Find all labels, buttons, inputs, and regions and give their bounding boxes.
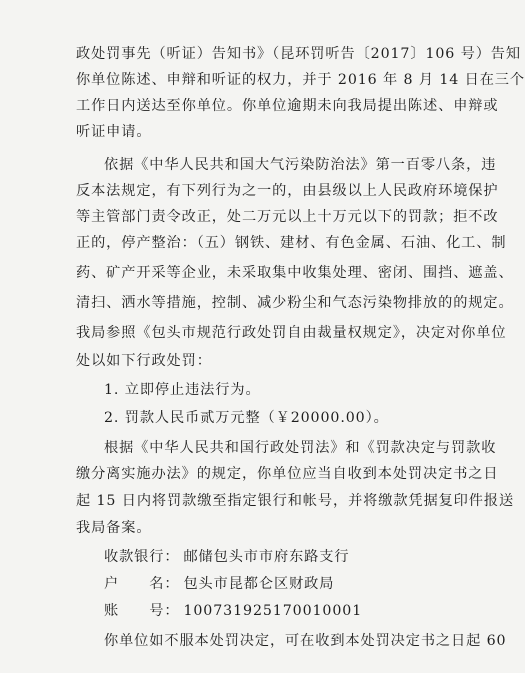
paragraph-2-line-5: 药、矿产开采等企业，未采取集中收集处理、密闭、围挡、遮盖、 <box>76 265 514 281</box>
paragraph-3-line-3: 起 15 日内将罚款缴至指定银行和帐号，并将缴款凭据复印件报送 <box>76 493 515 509</box>
paragraph-2-line-7: 我局参照《包头市规范行政处罚自由裁量权规定》，决定对你单位 <box>76 325 507 341</box>
paragraph-2-line-2: 反本法规定，有下列行为之一的，由县级以上人民政府环境保护 <box>76 183 499 199</box>
paragraph-3-line-4: 我局备案。 <box>76 520 152 536</box>
payment-account-name-row <box>104 575 334 593</box>
paragraph-2-line-8: 处以如下行政处罚： <box>76 353 212 369</box>
payment-bank-label: 收款银行： <box>104 549 180 565</box>
paragraph-3-line-1: 根据《中华人民共和国行政处罚法》和《罚款决定与罚款收 <box>104 440 497 456</box>
paragraph-2-line-3: 等主管部门责令改正，处二万元以上十万元以下的罚款；拒不改 <box>76 209 499 225</box>
payment-account-name-value: 包头市昆都仑区财政局 <box>183 576 335 592</box>
paragraph-1-line-1: 政处罚事先（听证）告知书》（昆环罚听告〔2017〕106 号）告知 <box>76 46 521 62</box>
payment-bank-value: 邮储包头市市府东路支行 <box>183 549 350 565</box>
paragraph-1-line-3: 工作日内送达至你单位。你单位逾期未向我局提出陈述、申辩或 <box>76 98 499 114</box>
penalty-item-2: 2. 罚款人民币贰万元整（￥20000.00）。 <box>104 410 389 426</box>
paragraph-3-line-2: 缴分离实施办法》的规定，你单位应当自收到本处罚决定书之日 <box>76 466 499 482</box>
payment-account-no-row <box>104 602 362 620</box>
paragraph-2-line-6: 清扫、洒水等措施，控制、减少粉尘和气态污染物排放的的规定。 <box>76 295 514 311</box>
paragraph-2-line-4: 正的，停产整治：（五）钢铁、建材、有色金属、石油、化工、制 <box>76 235 507 251</box>
paragraph-1-line-2: 你单位陈述、申辩和听证的权力，并于 2016 年 8 月 14 日在三个 <box>76 72 525 88</box>
payment-account-no-value: 100731925170010001 <box>183 603 363 619</box>
payment-account-no-label: 账 号： <box>104 603 180 619</box>
paragraph-2-line-1: 依据《中华人民共和国大气污染防治法》第一百零八条，违 <box>104 157 497 173</box>
payment-account-name-label: 户 名： <box>104 576 180 592</box>
paragraph-4-line-1: 你单位如不服本处罚决定，可在收到本处罚决定书之日起 60 <box>104 633 507 649</box>
penalty-item-1: 1. 立即停止违法行为。 <box>104 382 261 398</box>
paragraph-1-line-4: 听证申请。 <box>76 124 152 140</box>
payment-bank-row <box>104 548 349 566</box>
